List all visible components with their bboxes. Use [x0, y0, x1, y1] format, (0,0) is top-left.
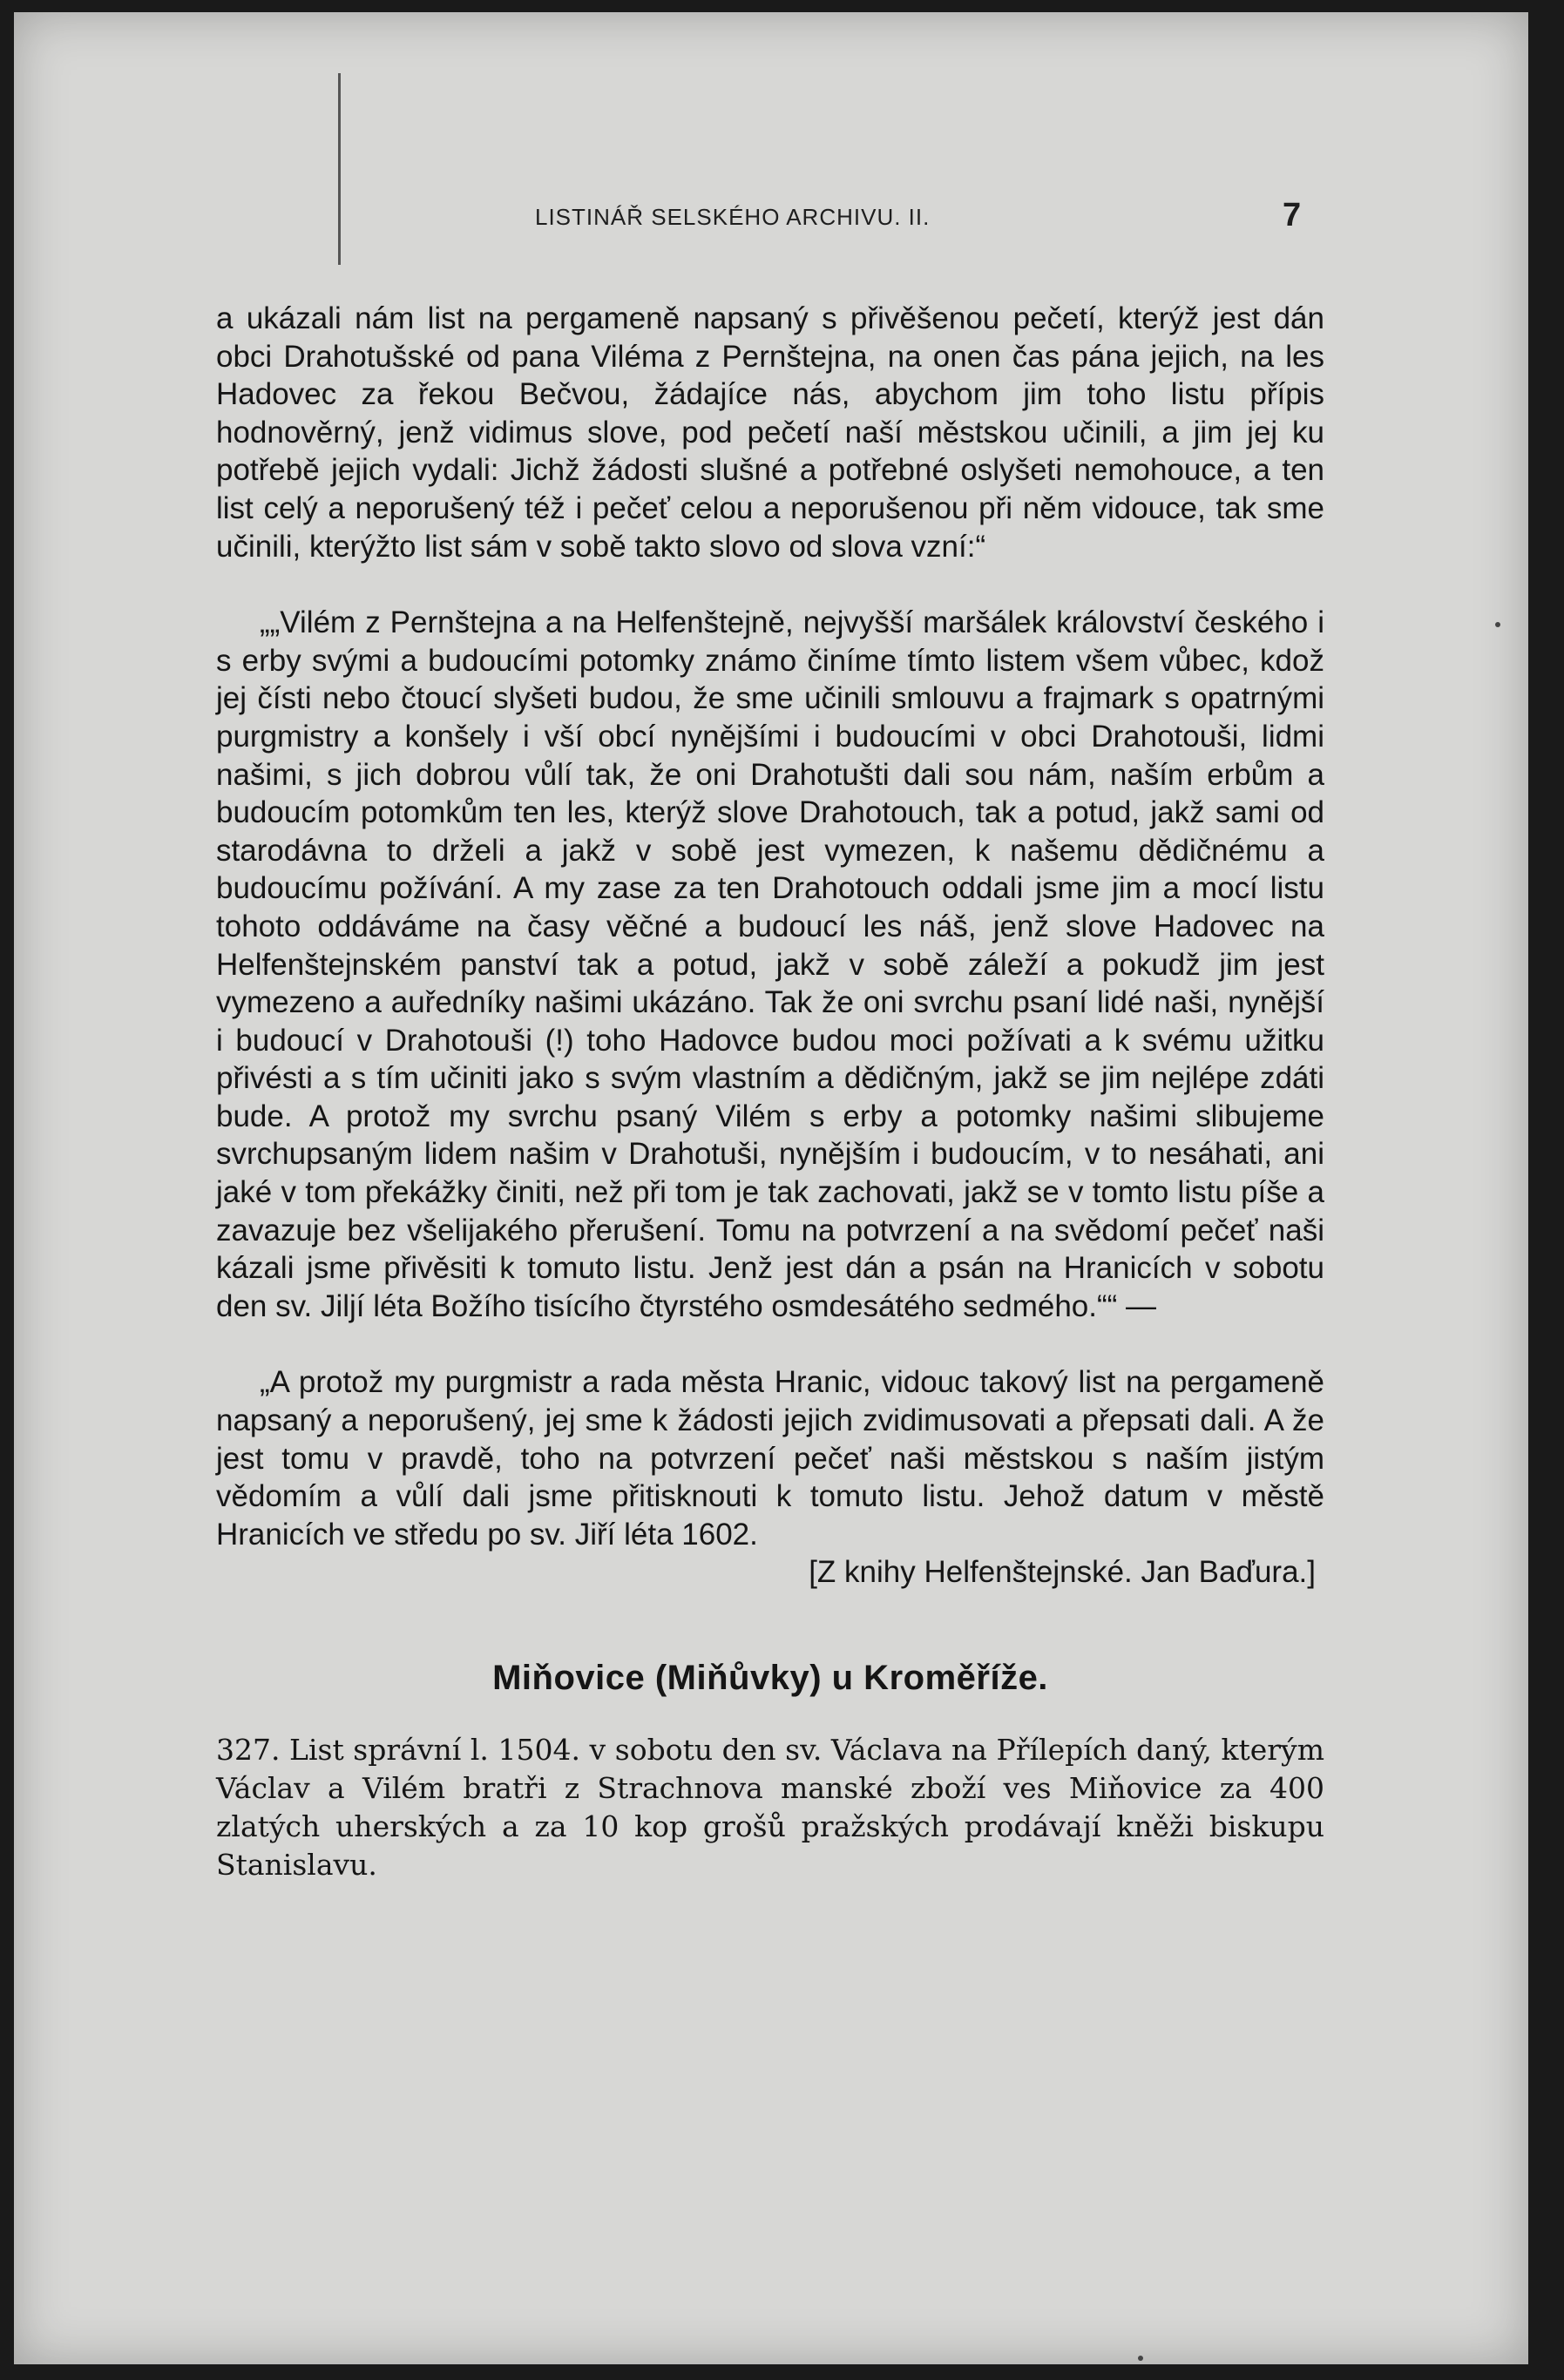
paragraph-1: a ukázali nám list na pergameně napsaný s přivěšenou pečetí, kterýž jest dán obci Drahotušské od pana Viléma z Pernštejna, na onen čas pána jejich, na les Hadovec za řekou Bečvou, žádajíce nás, abychom jim toho listu přípis hodnověrný, jenž vidimus slove, pod pečetí naší městskou učinili, a jim jej ku potřebě jejich vydali: Jichž žádosti slušné a potřebné oslyšeti nemohouce, a ten list celý a neporušený též i pečeť celou a neporušenou při něm vidouce, tak sme učinili, kterýžto list sám v sobě takto slovo od slova vzní:“ [216, 301, 1324, 564]
document-body [216, 300, 1324, 1884]
paragraph-2: „„Vilém z Pernštejna a na Helfenštejně, nejvyšší maršálek království českého i s erby svými a budoucími potomky známo činíme tímto listem všem vůbec, kdož jej čísti nebo čtoucí slyšeti budou, že sme učinili smlouvu a frajmark s opatrnými purgmistry a konšely i vší obcí nynějšími i budoucími v obci Drahotouši, lidmi našimi, s jich dobrou vůlí tak, že oni Drahotušti dali sou nám, naším erbům a budoucím potomkům ten les, kterýž slove Drahotouch, tak a potud, jakž sami od starodávna to drželi a jakž v sobě jest vymezen, k našemu dědičnému a budoucímu požívání. A my zase za ten Drahotouch oddali jsme jim a mocí listu tohoto oddáváme na časy věčné a budoucí les náš, jenž slove Hadovec na Helfenštejnském panství tak a potud, jakž v sobě záleží a pokudž jim jest vymezeno a auředníky našimi ukázáno. Tak že oni svrchu psaní lidé naši, nynější i budoucí v Drahotouši (!) toho Hadovce budou moci požívati a k svému užitku přivésti a s tím učiniti jako s svým vlastním a dědičným, jakž se jim nejlépe zdáti bude. A protož my svrchu psaný Vilém s erby a potomky našimi slibujeme svrchupsaným lidem našim v Drahotuši, nynějším i budoucím, v to nesáhati, ani jaké v tom překážky činiti, než při tom je tak zachovati, jakž se v tomto listu píše a zavazuje bez všelijakého přerušení. Tomu na potvrzení a na svědomí pečeť naši kázali jsme přivěsiti k tomuto listu. Jenž jest dán a psán na Hranicích v sobotu den sv. Jiljí léta Božího tisícího čtyrstého osmdesátého sedmého.““ — [216, 605, 1324, 1323]
running-title: LISTINÁŘ SELSKÉHO ARCHIVU. II. [535, 204, 931, 230]
speck [1138, 2356, 1143, 2361]
paragraph-3: „A protož my purgmistr a rada města Hranic, vidouc takový list na pergameně napsaný a neporušený, jej sme k žádosti jejich zvidimusovati a přepsati dali. A že jest tomu v pravdě, toho na potvrzení pečeť naši městskou s naším jistým vědomím a vůlí dali jsme přitisknouti k tomuto listu. Jehož datum v městě Hranicích ve středu po sv. Jiří léta 1602. [216, 1365, 1324, 1552]
source-citation: [Z knihy Helfenštejnské. Jan Baďura.] [809, 1555, 1316, 1590]
speck [1495, 622, 1500, 627]
section-heading: Miňovice (Miňůvky) u Kroměříže. [492, 1659, 1048, 1697]
margin-mark [338, 73, 341, 265]
document-page [14, 12, 1528, 2364]
page-number: 7 [1283, 197, 1303, 233]
entry-327: 327. List správní l. 1504. v sobotu den sv. Václava na Přílepích daný, kterým Václav a Vilém bratři z Strachnova manské zboží ves Miňovice za 400 zlatých uherských a za 10 kop grošů pražských prodávají kněži biskupu Stanislavu. [216, 1732, 1324, 1882]
